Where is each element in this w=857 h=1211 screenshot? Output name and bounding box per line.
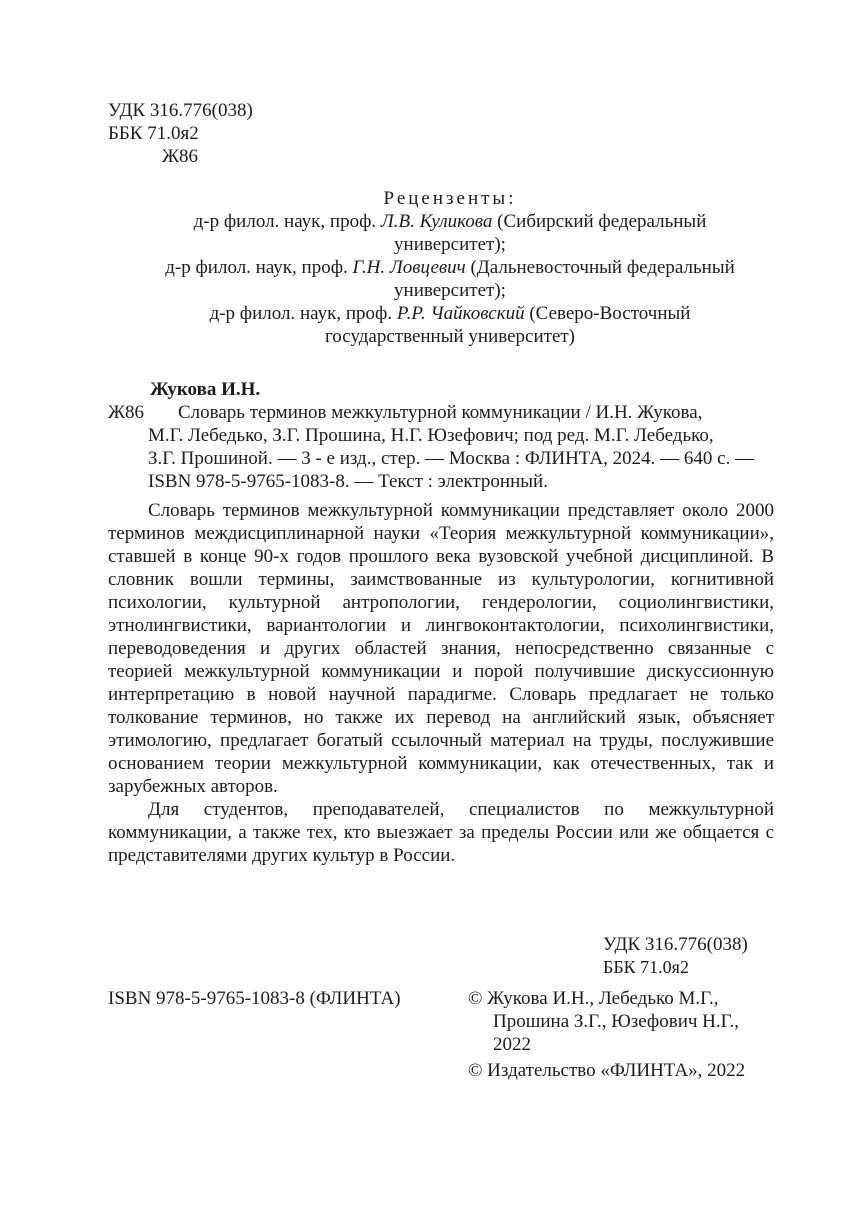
record-entry	[108, 401, 778, 424]
reviewer-1-org-cont: университет);	[394, 234, 506, 255]
record-author-sign: Ж86	[108, 402, 145, 423]
bottom-bbk-code: ББК 71.0я2	[603, 957, 689, 977]
reviewer-3	[100, 302, 800, 325]
author-sign: Ж86	[162, 146, 199, 167]
copyright-authors-cont: Прошина З.Г., Юзефович Н.Г.,	[493, 1011, 739, 1032]
reviewers-heading: Рецензенты:	[383, 188, 517, 209]
reviewer-3-org-cont: государственный университет)	[324, 326, 576, 347]
record-author: Жукова И.Н.	[150, 379, 261, 400]
reviewer-2	[100, 256, 800, 279]
top-classification-codes	[108, 99, 253, 168]
reviewer-1-title: д-р филол. наук, проф.	[193, 211, 377, 232]
bottom-udk-code: УДК 316.776(038)	[603, 934, 748, 955]
isbn: ISBN 978-5-9765-1083-8 (ФЛИНТА)	[108, 988, 401, 1009]
reviewer-2-name: Г.Н. Ловцевич	[352, 257, 466, 278]
reviewers-block	[100, 187, 800, 348]
copyright-authors: © Жукова И.Н., Лебедько М.Г.,	[468, 988, 719, 1009]
record-line: Словарь терминов межкультурной коммуникации / И.Н. Жукова,	[178, 402, 703, 423]
udk-code: УДК 316.776(038)	[108, 100, 253, 121]
record-line: ISBN 978-5-9765-1083-8. — Текст : электронный.	[148, 471, 548, 492]
reviewer-1	[100, 210, 800, 233]
bibliographic-record	[108, 378, 778, 493]
copyright-authors-year: 2022	[493, 1034, 531, 1055]
reviewer-3-name: Р.Р. Чайковский	[396, 303, 525, 324]
bbk-code: ББК 71.0я2	[108, 123, 199, 144]
reviewer-2-title: д-р филол. наук, проф.	[165, 257, 348, 278]
annotation	[108, 499, 774, 867]
copyright-publisher: © Издательство «ФЛИНТА», 2022	[468, 1060, 746, 1081]
record-line: З.Г. Прошиной. — 3 - е изд., стер. — Москва : ФЛИНТА, 2024. — 640 с. —	[148, 448, 755, 469]
annotation-paragraph-1: Словарь терминов межкультурной коммуникации представляет около 2000 терминов междисциплинарной науки «Теория межкультурной коммуникации», ставшей в конце 90-х годов прошлого века вузовской учебной дисциплиной. В словник вошли термины, заимствованные из культурологии, когнитивной психологии, культурной антропологии, гендерологии, социолингвистики, этнолингвистики, вариантологии и лингвоконтактологии, психолингвистики, переводоведения и других областей знания, непосредственно связанные с теорией межкультурной коммуникации и порой получившие дискуссионную интерпретацию в новой научной парадигме. Словарь предлагает не только толкование терминов, но также их перевод на английский язык, объясняет этимологию, предлагает богатый ссылочный материал на труды, послужившие основанием теории межкультурной коммуникации, как отечественных, так и зарубежных авторов.	[108, 500, 774, 797]
reviewer-3-org: (Северо-Восточный	[529, 303, 691, 324]
record-description	[178, 401, 702, 424]
bottom-classification-codes	[603, 933, 748, 979]
reviewer-3-title: д-р филол. наук, проф.	[209, 303, 393, 324]
reviewer-1-name: Л.В. Куликова	[380, 211, 493, 232]
record-description-cont	[108, 424, 778, 493]
annotation-paragraph-2: Для студентов, преподавателей, специалистов по межкультурной коммуникации, а также тех, кто выезжает за пределы России или же общается с представителями других культур в России.	[108, 799, 774, 866]
copyright-block	[468, 987, 745, 1082]
reviewer-2-org-cont: университет);	[394, 280, 506, 301]
reviewer-2-org: (Дальневосточный федеральный	[470, 257, 735, 278]
reviewer-1-org: (Сибирский федеральный	[497, 211, 707, 232]
record-line: М.Г. Лебедько, З.Г. Прошина, Н.Г. Юзефович; под ред. М.Г. Лебедько,	[148, 425, 714, 446]
